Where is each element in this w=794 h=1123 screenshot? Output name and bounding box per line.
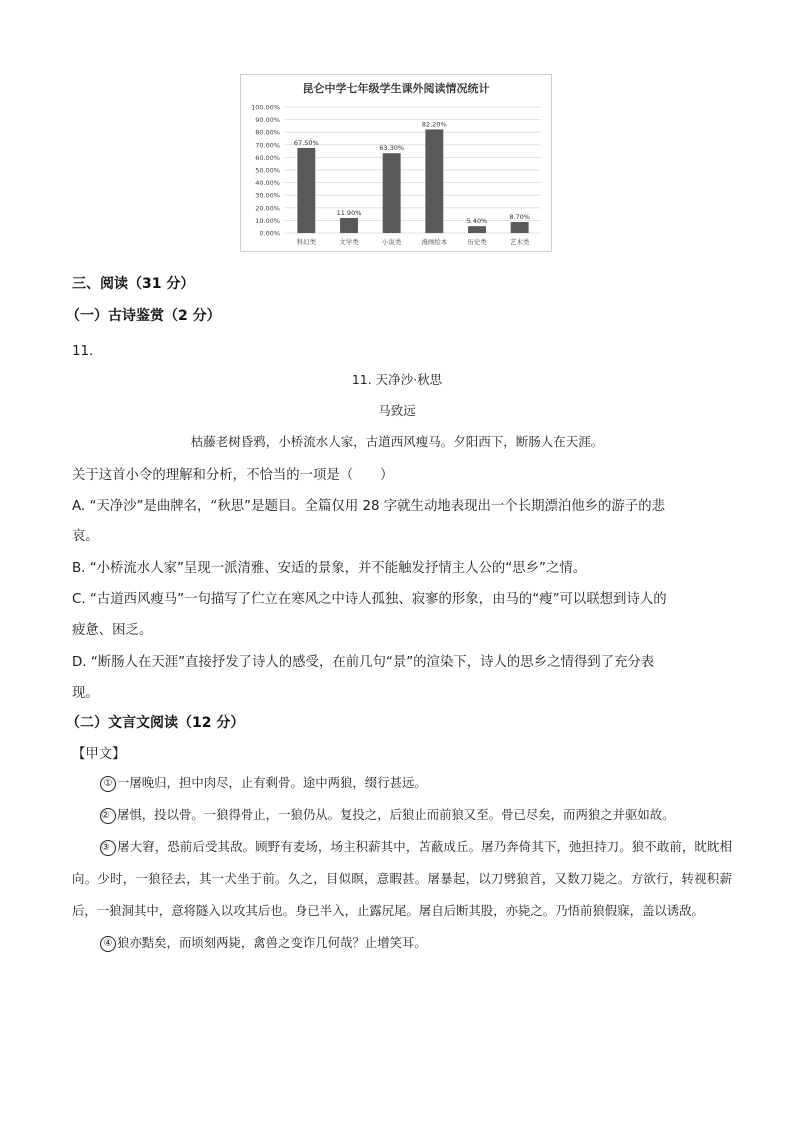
part2-title: （二）文言文阅读（12 分） bbox=[66, 715, 245, 731]
option-d-line2: 现。 bbox=[72, 686, 99, 701]
option-d-line1: D. “断肠人在天涯”直接抒发了诗人的感受，在前几句“景”的渲染下，诗人的思乡之情得到了充分表 bbox=[72, 655, 655, 670]
y-tick-label: 40.00% bbox=[255, 179, 280, 188]
x-tick-label: 小说类 bbox=[381, 238, 402, 246]
question-number: 11． bbox=[72, 344, 103, 359]
paragraph-text: 屠惧，投以骨。一狼得骨止，一狼仍从。复投之，后狼止而前狼又至。骨已尽矣，而两狼之并驱如故。 bbox=[117, 807, 675, 822]
y-tick-label: 20.00% bbox=[255, 204, 280, 213]
paragraph-text: 狼亦黠矣，而顷刻两毙，禽兽之变诈几何哉？止增笑耳。 bbox=[117, 935, 427, 950]
y-tick-label: 10.00% bbox=[255, 216, 280, 225]
paragraph-number: ② bbox=[100, 808, 116, 824]
paragraph-text: 一屠晚归，担中肉尽，止有剩骨。途中两狼，缀行甚远。 bbox=[117, 775, 427, 790]
classical-text bbox=[72, 767, 732, 959]
bar-3 bbox=[425, 129, 443, 233]
bar-2 bbox=[383, 153, 401, 233]
poem-text: 枯藤老树昏鸦，小桥流水人家，古道西风瘦马。夕阳西下，断肠人在天涯。 bbox=[190, 434, 604, 449]
data-label: 67.50% bbox=[293, 138, 319, 147]
poem-author: 马致远 bbox=[378, 403, 416, 418]
paragraph-3 bbox=[72, 831, 732, 927]
chart-y-axis-ticks bbox=[251, 104, 280, 238]
chart-title: 昆仑中学七年级学生课外阅读情况统计 bbox=[302, 82, 490, 95]
y-tick-label: 90.00% bbox=[255, 116, 280, 125]
data-label: 5.40% bbox=[466, 217, 488, 226]
chart-gridlines bbox=[285, 107, 541, 233]
x-tick-label: 历史类 bbox=[467, 238, 487, 246]
y-tick-label: 60.00% bbox=[255, 153, 280, 162]
y-tick-label: 80.00% bbox=[255, 128, 280, 137]
x-tick-label: 艺术类 bbox=[509, 238, 530, 246]
question-stem: 关于这首小令的理解和分析，不恰当的一项是（ ） bbox=[72, 468, 394, 483]
reading-survey-chart bbox=[240, 74, 552, 252]
paragraph-number: ④ bbox=[100, 936, 116, 952]
bar-1 bbox=[340, 218, 358, 233]
data-label: 8.70% bbox=[509, 213, 530, 222]
y-tick-label: 50.00% bbox=[255, 166, 280, 175]
x-tick-label: 漫画绘本 bbox=[421, 238, 448, 246]
y-tick-label: 100.00% bbox=[251, 103, 280, 112]
paragraph-4 bbox=[72, 927, 732, 959]
bar-chart bbox=[241, 75, 551, 251]
paragraph-number: ③ bbox=[100, 840, 116, 856]
y-tick-label: 30.00% bbox=[255, 191, 280, 200]
paragraph-2 bbox=[72, 799, 732, 831]
y-tick-label: 70.00% bbox=[255, 141, 280, 150]
poem-title: 11. 天净沙·秋思 bbox=[351, 372, 443, 387]
paragraph-1 bbox=[72, 767, 732, 799]
x-tick-label: 文学类 bbox=[339, 238, 359, 246]
data-label: 82.20% bbox=[421, 120, 447, 129]
paragraph-text: 屠大窘，恐前后受其敌。顾野有麦场，场主积薪其中，苫蔽成丘。屠乃奔倚其下，弛担持刀。狼不敢前，眈眈相向。少时，一狼径去，其一犬坐于前。久之，目似瞑，意暇甚。屠暴起，以刀劈狼首，又数刀毙之。方欲行，转视积薪后，一狼洞其中，意将隧入以攻其后也。身已半入，止露尻尾。屠自后断其股，亦毙之。乃悟前狼假寐，盖以诱敌。 bbox=[72, 839, 732, 918]
option-c-line1: C. “古道西风瘦马”一句描写了伫立在寒风之中诗人孤独、寂寥的形象，由马的“瘦”可以联想到诗人的 bbox=[72, 592, 667, 607]
option-b-line1: B. “小桥流水人家”呈现一派清雅、安适的景象，并不能触发抒情主人公的“思乡”之情。 bbox=[72, 561, 587, 576]
paragraph-number: ① bbox=[100, 776, 116, 792]
jia-wen-label: 【甲文】 bbox=[72, 747, 126, 762]
bar-0 bbox=[297, 148, 315, 233]
section-title: 三、阅读（31 分） bbox=[72, 276, 195, 292]
option-a-line2: 哀。 bbox=[72, 529, 99, 544]
chart-bars bbox=[294, 120, 530, 233]
data-label: 11.90% bbox=[336, 209, 362, 218]
bar-4 bbox=[468, 226, 486, 233]
x-tick-label: 科幻类 bbox=[296, 238, 317, 246]
option-a-line1: A. “天净沙”是曲牌名，“秋思”是题目。全篇仅用 28 字就生动地表现出一个长期漂泊他乡的游子的悲 bbox=[72, 499, 665, 514]
y-tick-label: 0.00% bbox=[259, 229, 280, 238]
part1-title: （一）古诗鉴赏（2 分） bbox=[66, 308, 221, 324]
option-c-line2: 疲惫、困乏。 bbox=[72, 623, 153, 638]
data-label: 63.30% bbox=[379, 144, 405, 153]
chart-x-axis-labels bbox=[297, 237, 530, 246]
bar-5 bbox=[511, 222, 529, 233]
